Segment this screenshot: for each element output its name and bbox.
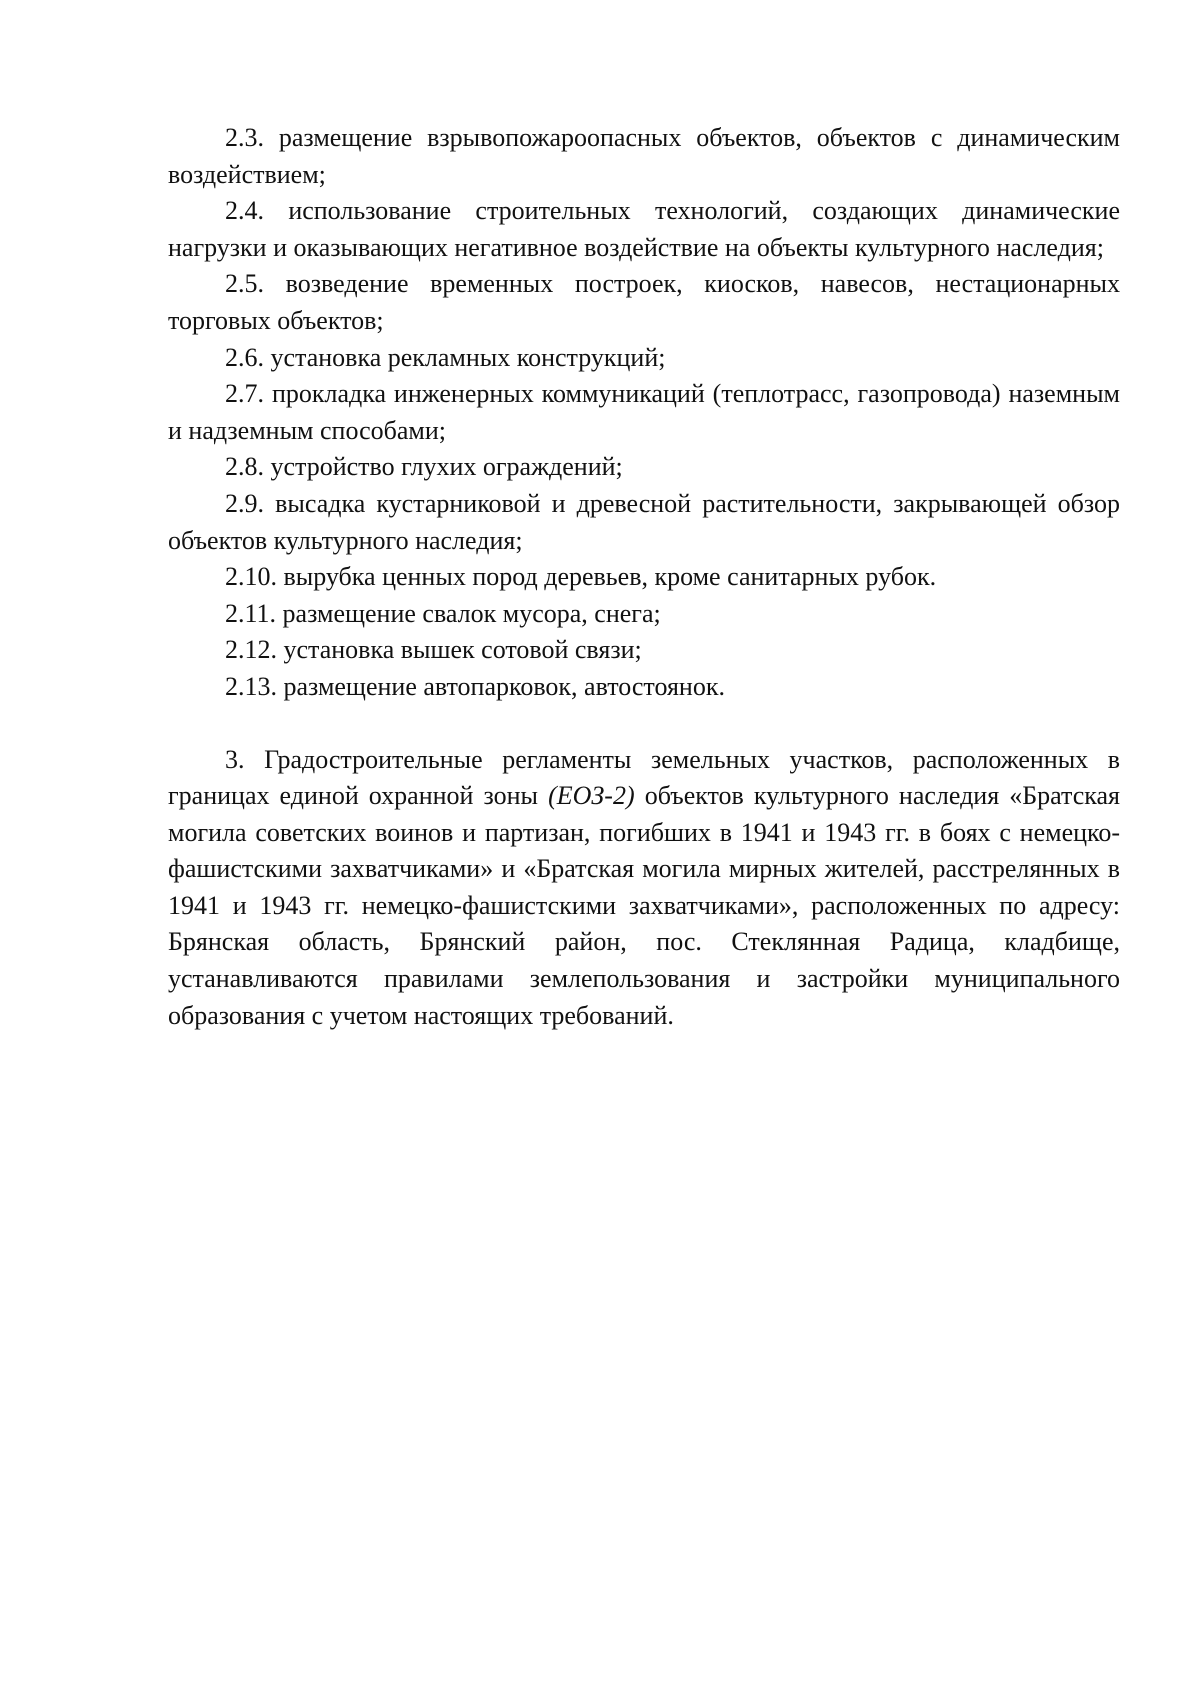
list-item-2-5 [168, 266, 1120, 339]
item-text: использование строительных технологий, создающих динамические нагрузки и оказывающих негативное воздействие на объекты культурного наследия; [168, 196, 1120, 262]
item-text: вырубка ценных пород деревьев, кроме санитарных рубок. [283, 562, 937, 592]
section-text-end: объектов культурного наследия «Братская могила советских воинов и партизан, погибших в 1941 и 1943 гг. в боях с немецко-фашистскими захватчиками» и «Братская могила мирных жителей, расстрелянных в 1941 и 1943 гг. немецко-фашистскими захватчиками», расположенных по адресу: Брянская область, Брянский район, пос. Стеклянная Радица, кладбище, устанавливаются правилами землепользования и застройки муниципального образования с учетом настоящих требований. [168, 781, 1120, 1030]
item-text: размещение автопарковок, автостоянок. [283, 671, 725, 701]
list-item-2-4 [168, 193, 1120, 266]
item-number: 2.12. [225, 635, 277, 665]
item-text: устройство глухих ограждений; [270, 452, 623, 482]
item-number: 2.7. [225, 379, 264, 409]
list-item-2-8 [168, 449, 1120, 486]
item-text: размещение свалок мусора, снега; [282, 598, 661, 628]
item-number: 2.13. [225, 671, 277, 701]
section-3-paragraph [168, 742, 1120, 1035]
list-item-2-12 [168, 632, 1120, 669]
list-item-2-7 [168, 376, 1120, 449]
item-number: 2.6. [225, 342, 264, 372]
list-item-2-11 [168, 596, 1120, 633]
list-item-2-9 [168, 486, 1120, 559]
list-item-2-6 [168, 340, 1120, 377]
item-text: возведение временных построек, киосков, навесов, нестационарных торговых объектов; [168, 269, 1121, 335]
list-item-2-13 [168, 669, 1120, 706]
section-text-start: Градостроительные регламенты земельных участков, расположенных в границах единой охранной зоны [168, 744, 1121, 811]
item-text: установка вышек сотовой связи; [283, 635, 642, 665]
zone-code: (ЕОЗ-2) [548, 781, 635, 811]
item-text: размещение взрывопожароопасных объектов, объектов с динамическим воздействием; [168, 123, 1121, 189]
item-text: установка рекламных конструкций; [270, 342, 666, 372]
item-number: 2.11. [225, 598, 277, 628]
item-text: высадка кустарниковой и древесной растительности, закрывающей обзор объектов культурного наследия; [168, 488, 1120, 555]
document-body [168, 120, 1120, 1034]
item-number: 2.8. [225, 452, 264, 482]
item-number: 2.5. [225, 269, 264, 299]
item-number: 2.4. [225, 196, 264, 226]
list-item-2-10 [168, 559, 1120, 596]
section-number: 3. [225, 744, 245, 774]
item-text: прокладка инженерных коммуникаций (теплотрасс, газопровода) наземным и надземным способами; [168, 379, 1121, 445]
section-gap [168, 706, 1120, 742]
list-item-2-3 [168, 120, 1120, 193]
item-number: 2.10. [225, 562, 277, 592]
item-number: 2.9. [225, 488, 264, 518]
item-number: 2.3. [225, 123, 264, 152]
